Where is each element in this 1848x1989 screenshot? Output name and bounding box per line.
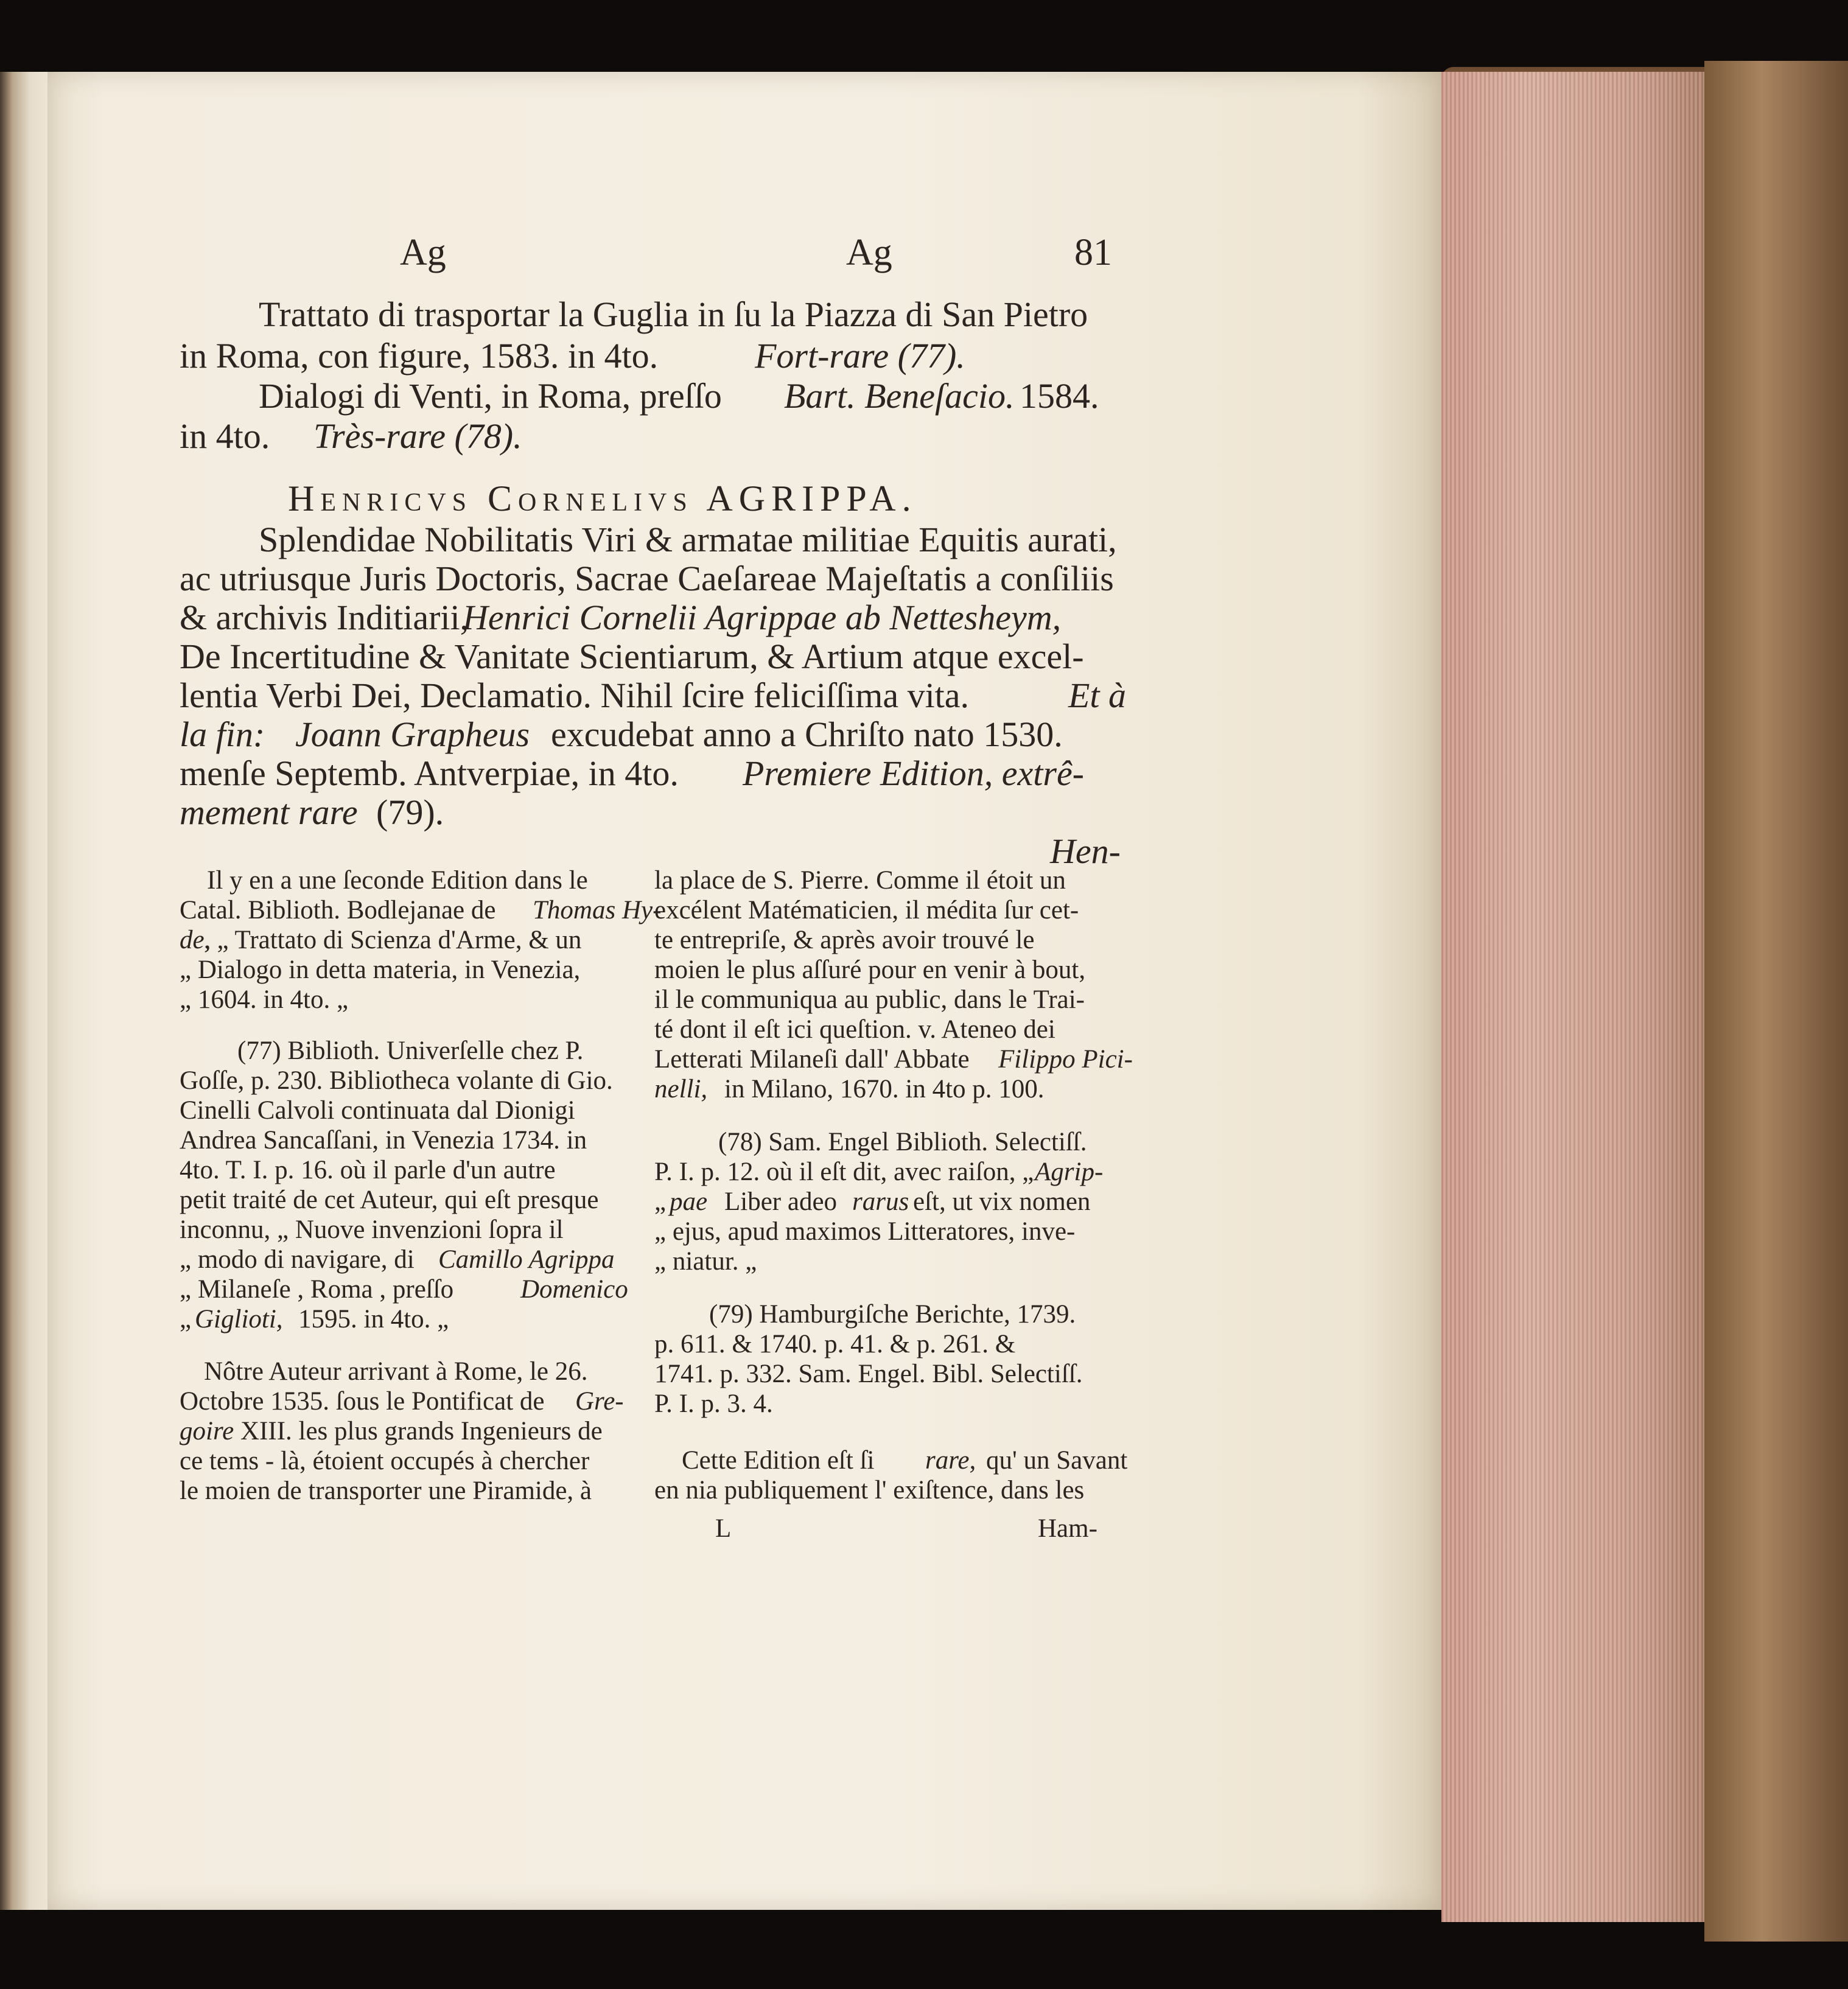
note-line: la place de S. Pierre. Comme il étoit un	[654, 866, 1066, 895]
main-entry-line: & archivis Inditiarii,	[180, 598, 469, 637]
note-line: goire	[180, 1417, 234, 1445]
note-line: il le communiqua au public, dans le Trai-	[654, 985, 1085, 1014]
page-number: 81	[1074, 232, 1112, 273]
note-line: Giglioti,	[195, 1305, 283, 1334]
note-line: Letterati Milaneſi dall' Abbate	[654, 1045, 970, 1074]
note-line: Filippo Pici-	[998, 1045, 1133, 1074]
running-head-left: Ag	[400, 232, 446, 273]
main-entry-line: Splendidae Nobilitatis Viri & armatae militiae Equitis aurati,	[259, 520, 1117, 559]
note-line: rarus	[852, 1187, 909, 1216]
main-entry-line: ac utriusque Juris Doctoris, Sacrae Caeſareae Majeſtatis a conſiliis	[180, 559, 1114, 598]
note-line: moien le plus aſſuré pour en venir à bout,	[654, 956, 1086, 984]
note-line: Liber adeo	[724, 1187, 838, 1216]
note-line: (77) Biblioth. Univerſelle chez P.	[237, 1036, 584, 1065]
entry-line: Dialogi di Venti, in Roma, preſſo	[259, 376, 722, 416]
note-line: petit traité de cet Auteur, qui eſt presque	[180, 1186, 599, 1214]
note-line: XIII. les plus grands Ingenieurs de	[240, 1417, 603, 1445]
main-entry-line: Et à	[1068, 676, 1127, 715]
note-line: Thomas Hy-	[533, 896, 662, 925]
entry-line: Fort-rare (77).	[755, 336, 965, 376]
note-line: Domenico	[520, 1275, 628, 1304]
note-line: in Milano, 1670. in 4to p. 100.	[724, 1075, 1045, 1103]
entry-line: Trattato di trasportar la Guglia in ſu la Piazza di San Pietro	[259, 295, 1088, 334]
note-line: ce tems - là, étoient occupés à chercher	[180, 1447, 590, 1475]
note-line: p. 611. & 1740. p. 41. & p. 261. &	[654, 1330, 1016, 1358]
note-line: , „ Trattato di Scienza d'Arme, & un	[204, 926, 582, 954]
main-entry-line: lentia Verbi Dei, Declamatio. Nihil ſcire feliciſſima vita.	[180, 676, 970, 715]
entry-line: in Roma, con figure, 1583. in 4to.	[180, 336, 659, 376]
note-line: Agrip-	[1035, 1158, 1104, 1186]
note-line: qu' un Savant	[986, 1446, 1128, 1475]
note-line: Camillo Agrippa	[438, 1245, 615, 1274]
note-line: en nia publiquement l' exiſtence, dans les	[654, 1476, 1085, 1505]
note-line: excélent Matématicien, il médita ſur cet-	[654, 896, 1079, 925]
main-entry-line: Joann Grapheus	[295, 715, 530, 754]
main-entry-line: De Incertitudine & Vanitate Scientiarum, & Artium atque excel-	[180, 637, 1084, 676]
entry-heading: Henricvs Cornelivs AGRIPPA.	[288, 478, 917, 519]
note-line: Nôtre Auteur arrivant à Rome, le 26.	[204, 1357, 588, 1386]
note-line: Octobre 1535. ſous le Pontificat de	[180, 1387, 545, 1416]
note-line: eſt, ut vix nomen	[913, 1187, 1091, 1216]
note-line: Cette Edition eſt ſi	[682, 1446, 875, 1475]
note-line: Andrea Sancaſſani, in Venezia 1734. in	[180, 1126, 587, 1155]
note-line: 1741. p. 332. Sam. Engel. Bibl. Selectiſſ.	[654, 1360, 1083, 1388]
signature-mark: L	[715, 1514, 732, 1543]
entry-line: Très-rare (78).	[313, 416, 522, 456]
main-entry-line: Henrici Cornelii Agrippae ab Nettesheym,	[463, 598, 1062, 637]
note-line: „ Milaneſe , Roma , preſſo	[180, 1275, 454, 1304]
note-line: pae	[670, 1187, 708, 1216]
book-cover-right	[1704, 61, 1848, 1942]
note-line: Goſſe, p. 230. Bibliotheca volante di Gio.	[180, 1066, 613, 1095]
main-entry-line: la fin:	[180, 715, 265, 754]
main-entry-line: menſe Septemb. Antverpiae, in 4to.	[180, 753, 679, 793]
note-line: de,	[180, 926, 211, 954]
main-entry-line: (79).	[376, 792, 444, 832]
note-line: „ Dialogo in detta materia, in Venezia,	[180, 956, 581, 984]
left-page-edge	[0, 72, 50, 1910]
note-line: inconnu, „ Nuove invenzioni ſopra il	[180, 1215, 564, 1244]
note-line: Catal. Biblioth. Bodlejanae de	[180, 896, 496, 925]
note-line: rare,	[925, 1446, 976, 1475]
note-line: „	[654, 1187, 667, 1216]
running-head-center: Ag	[846, 232, 892, 273]
note-line: te entrepriſe, & après avoir trouvé le	[654, 926, 1035, 954]
note-line: P. I. p. 12. où il eſt dit, avec raiſon, „	[654, 1158, 1034, 1186]
note-line: Cinelli Calvoli continuata dal Dionigi	[180, 1096, 575, 1125]
entry-line: 1584.	[1020, 376, 1099, 416]
entry-line: Bart. Beneſacio.	[784, 376, 1015, 416]
note-line: „ niatur. „	[654, 1247, 757, 1276]
note-line: té dont il eſt ici queſtion. v. Ateneo dei	[654, 1015, 1055, 1044]
note-line: (78) Sam. Engel Biblioth. Selectiſſ.	[718, 1128, 1087, 1156]
page-block-edge	[1441, 72, 1721, 1922]
note-line: 1595. in 4to. „	[298, 1305, 449, 1334]
note-line: „	[180, 1305, 192, 1334]
main-entry-line: excudebat anno a Chriſto nato 1530.	[551, 715, 1063, 754]
note-line: 4to. T. I. p. 16. où il parle d'un autre	[180, 1156, 556, 1184]
note-line: (79) Hamburgiſche Berichte, 1739.	[709, 1300, 1076, 1329]
entry-line: in 4to.	[180, 416, 270, 456]
note-line: le moien de transporter une Piramide, à	[180, 1477, 592, 1505]
note-line: Il y en a une ſeconde Edition dans le	[207, 866, 588, 895]
note-line: „ ejus, apud maximos Litteratores, inve-	[654, 1217, 1076, 1246]
note-line: nelli,	[654, 1075, 708, 1103]
main-entry-line: mement rare	[180, 792, 358, 832]
note-line: P. I. p. 3. 4.	[654, 1390, 773, 1418]
catchword: Ham-	[1038, 1514, 1097, 1543]
note-line: Gre-	[575, 1387, 624, 1416]
note-line: „ modo di navigare, di	[180, 1245, 415, 1274]
main-entry-line: Premiere Edition, extrê-	[743, 753, 1084, 793]
catchword: Hen-	[1050, 831, 1121, 871]
note-line: „ 1604. in 4to. „	[180, 985, 349, 1014]
